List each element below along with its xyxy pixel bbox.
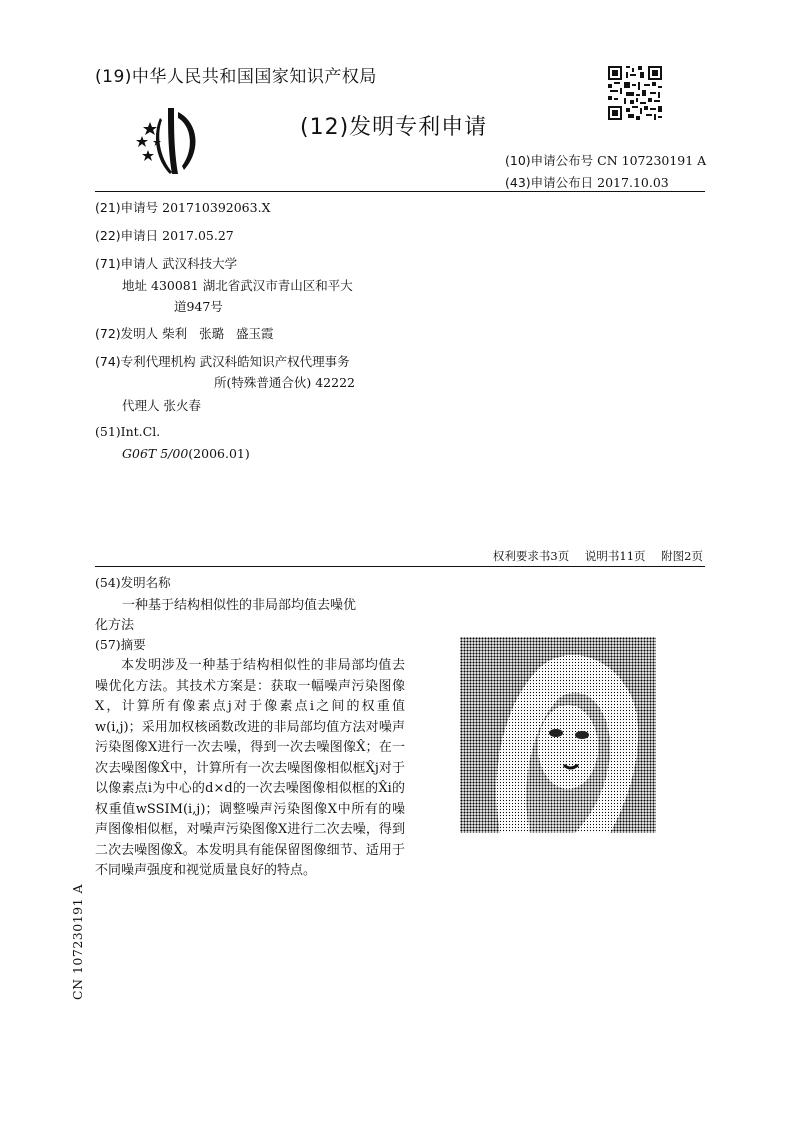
agency-label: (74)专利代理机构 (95, 354, 196, 369)
agent-row (122, 396, 201, 414)
description-pages: 说明书11页 (584, 549, 646, 563)
claims-pages: 权利要求书3页 (492, 549, 570, 563)
ipc-class: G06T 5/00 (122, 446, 189, 461)
office-name: (19)中华人民共和国国家知识产权局 (95, 67, 377, 87)
invention-title-line-1: 一种基于结构相似性的非局部均值去噪优 (122, 598, 357, 613)
body-divider (95, 566, 705, 567)
applicant-label: (71)申请人 (95, 256, 159, 271)
agency-line-1: 武汉科皓知识产权代理事务 (199, 354, 350, 369)
applicant: 武汉科技大学 (162, 256, 238, 271)
int-cl-label: (51)Int.Cl. (95, 424, 161, 439)
publication-date-row (505, 173, 669, 191)
agent-label: 代理人 (122, 398, 160, 413)
invention-title-line-2: 化方法 (95, 618, 135, 633)
publication-number-label: (10)申请公布号 (505, 153, 594, 168)
side-publication-code: CN 107230191 A (70, 883, 85, 1000)
inventors: 柴利 张璐 盛玉霞 (162, 326, 274, 341)
application-number-row (95, 198, 270, 216)
address-label: 地址 (122, 278, 148, 293)
address-line-1: 430081 湖北省武汉市青山区和平大 (151, 278, 353, 293)
drawings-pages: 附图2页 (661, 549, 703, 563)
invention-title-label: (54)发明名称 (95, 575, 171, 590)
publication-number-row (505, 151, 706, 169)
abstract-label: (57)摘要 (95, 637, 146, 652)
ipc-row (122, 446, 250, 461)
qr-code-icon (608, 66, 662, 120)
application-number-label: (21)申请号 (95, 200, 159, 215)
ipc-version: (2006.01) (188, 446, 250, 461)
publication-number: CN 107230191 A (597, 153, 707, 168)
agency-row (95, 352, 350, 370)
abstract-figure-image (460, 637, 656, 833)
document-type-title: (12)发明专利申请 (300, 115, 488, 140)
application-date-row (95, 226, 234, 244)
address-row (122, 276, 353, 294)
application-date: 2017.05.27 (162, 228, 234, 243)
application-number: 201710392063.X (162, 200, 271, 215)
inventors-label: (72)发明人 (95, 326, 159, 341)
header-divider (95, 191, 705, 192)
page-counts (481, 548, 703, 564)
agent: 张火春 (163, 398, 202, 413)
applicant-row (95, 254, 237, 272)
publication-date: 2017.10.03 (597, 175, 669, 190)
inventors-row (95, 324, 274, 342)
publication-date-label: (43)申请公布日 (505, 175, 594, 190)
application-date-label: (22)申请日 (95, 228, 159, 243)
cnipa-logo (128, 100, 208, 180)
agency-line-2: 所(特殊普通合伙) 42222 (214, 375, 355, 390)
address-line-2: 道947号 (174, 299, 223, 314)
abstract-text: 本发明涉及一种基于结构相似性的非局部均值去噪优化方法。其技术方案是：获取一幅噪声污染图像X，计算所有像素点j对于像素点i之间的权重值w(i,j)；采用加权核函数改进的非局部均值方法对噪声污染图像X进行一次去噪，得到一次去噪图像X̂；在一次去噪图像X̂中，计算所有一次去噪图像相似框X̂j对于以像素点i为中心的d×d的一次去噪图像相似框的X̂i的权重值wSSIM(i,j)；调整噪声污染图像X中所有的噪声图像相似框，对噪声污染图像X进行二次去噪，得到二次去噪图像X̃。本发明具有能保留图像细节、适用于不同噪声强度和视觉质量良好的特点。 (95, 658, 405, 878)
